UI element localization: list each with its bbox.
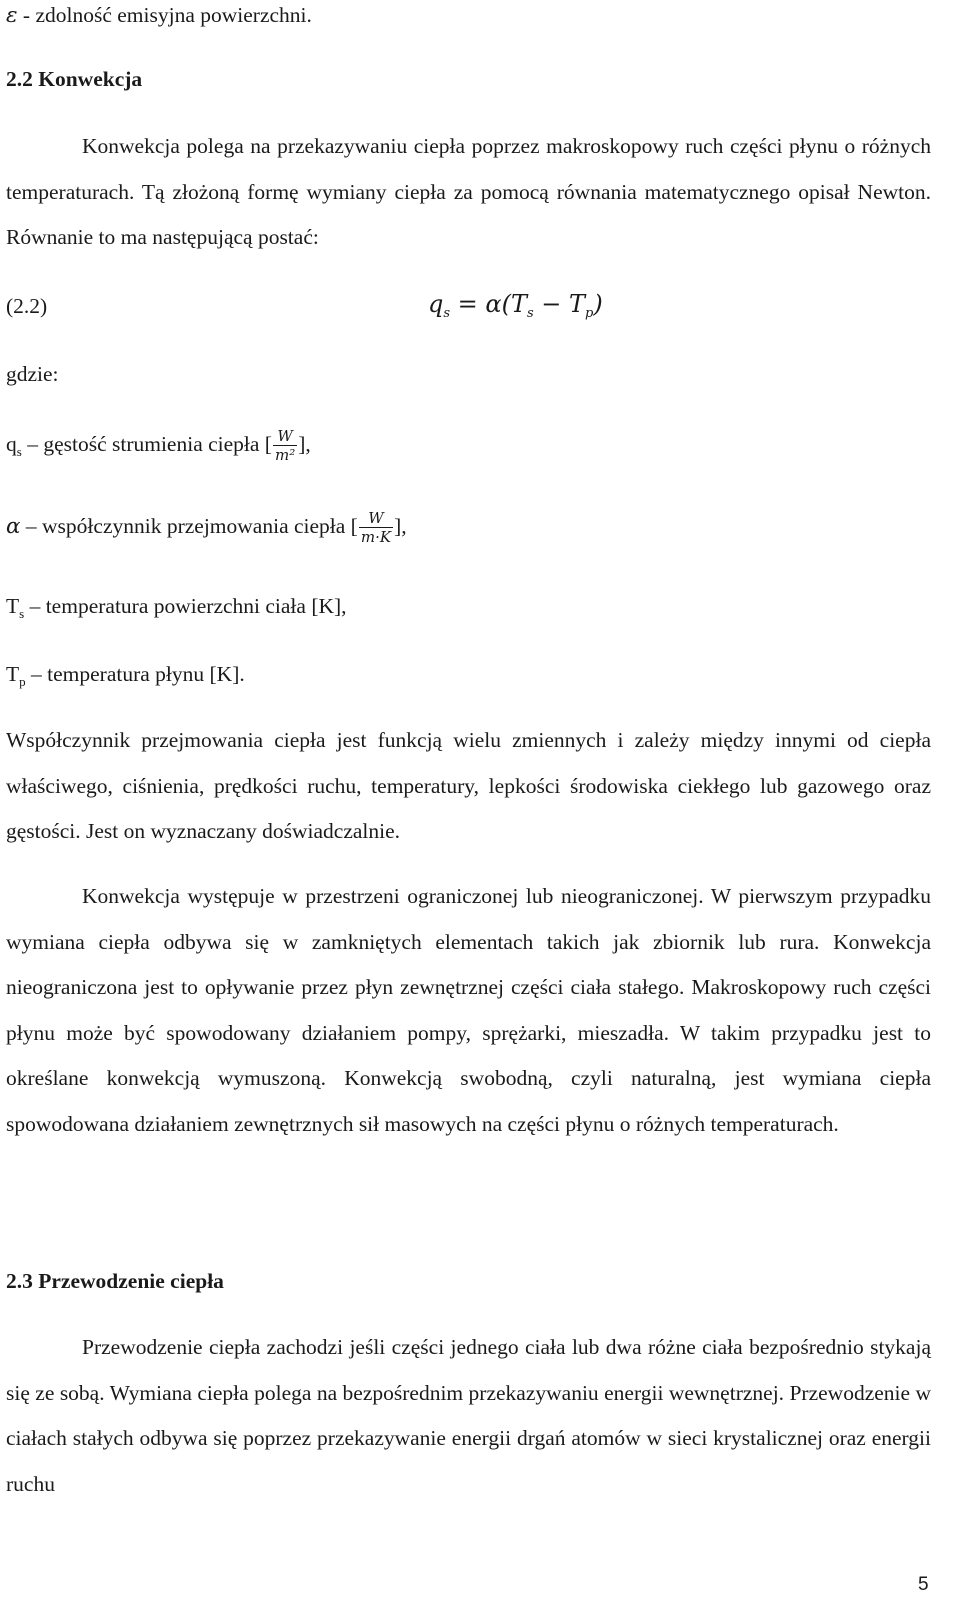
epsilon-definition-text: - zdolność emisyjna powierzchni.	[17, 3, 312, 27]
definition-ts: $T_s$ – temperatura powierzchni ciała [K],	[6, 594, 347, 621]
definition-tp: $T_p$ – temperatura płynu [K].	[6, 662, 245, 689]
epsilon-definition	[6, 0, 931, 31]
newton-equation: $q_s = \alpha(T_s - T_p)$	[428, 290, 603, 321]
paragraph-conduction: Przewodzenie ciepła zachodzi jeśli części jednego ciała lub dwa różne ciała bezpośrednio stykają się ze sobą. Wymiana ciepła polega na bezpośrednim przekazywaniu energii wewnętrznej. Przewodzenie w ciałach stałych odbywa się poprzez przekazywanie energii drgań atomów w sieci krystalicznej oraz energii ruchu	[6, 1335, 931, 1496]
paragraph-coefficient: Współczynnik przejmowania ciepła jest funkcją wielu zmiennych i zależy między innymi od ciepła właściwego, ciśnienia, prędkości ruchu, temperatury, lepkości środowiska ciekłego lub gazowego oraz gęstości. Jest on wyznaczany doświadczalnie.	[6, 728, 931, 843]
unit-fraction: $\frac{W}{m\cdot K}$	[360, 509, 392, 546]
epsilon-symbol: ε	[6, 3, 18, 28]
section-heading-2-2: 2.2 Konwekcja	[6, 67, 143, 91]
paragraph-convection-intro: Konwekcja polega na przekazywaniu ciepła poprzez makroskopowy ruch części płynu o różnych temperaturach. Tą złożoną formę wymiany ciepła za pomocą równania matematycznego opisał Newton. Równanie to ma następującą postać:	[6, 134, 931, 249]
definition-qs: $q_s$ – gęstość strumienia ciepła [ $\frac{W}{\text{m²}}$ ],	[6, 427, 311, 464]
page-number: 5	[918, 1574, 929, 1595]
where-label: gdzie:	[6, 362, 59, 386]
unit-fraction: $\frac{W}{\text{m²}}$	[274, 427, 296, 464]
section-heading-2-3: 2.3 Przewodzenie ciepła	[6, 1269, 224, 1293]
definition-alpha: α – współczynnik przejmowania ciepła [ $\frac{W}{m\cdot K}$ ],	[6, 509, 407, 546]
paragraph-convection-types: Konwekcja występuje w przestrzeni ograniczonej lub nieograniczonej. W pierwszym przypadku wymiana ciepła odbywa się w zamkniętych elementach takich jak zbiornik lub rura. Konwekcja nieograniczona jest to opływanie przez płyn zewnętrznej części ciała stałego. Makroskopowy ruch części płynu może być spowodowany działaniem pompy, sprężarki, mieszadła. W takim przypadku jest to określane konwekcją wymuszoną. Konwekcją swobodną, czyli naturalną, jest wymiana ciepła spowodowana działaniem zewnętrznych sił masowych na części płynu o różnych temperaturach.	[6, 884, 931, 1136]
equation-number: (2.2)	[6, 294, 48, 318]
